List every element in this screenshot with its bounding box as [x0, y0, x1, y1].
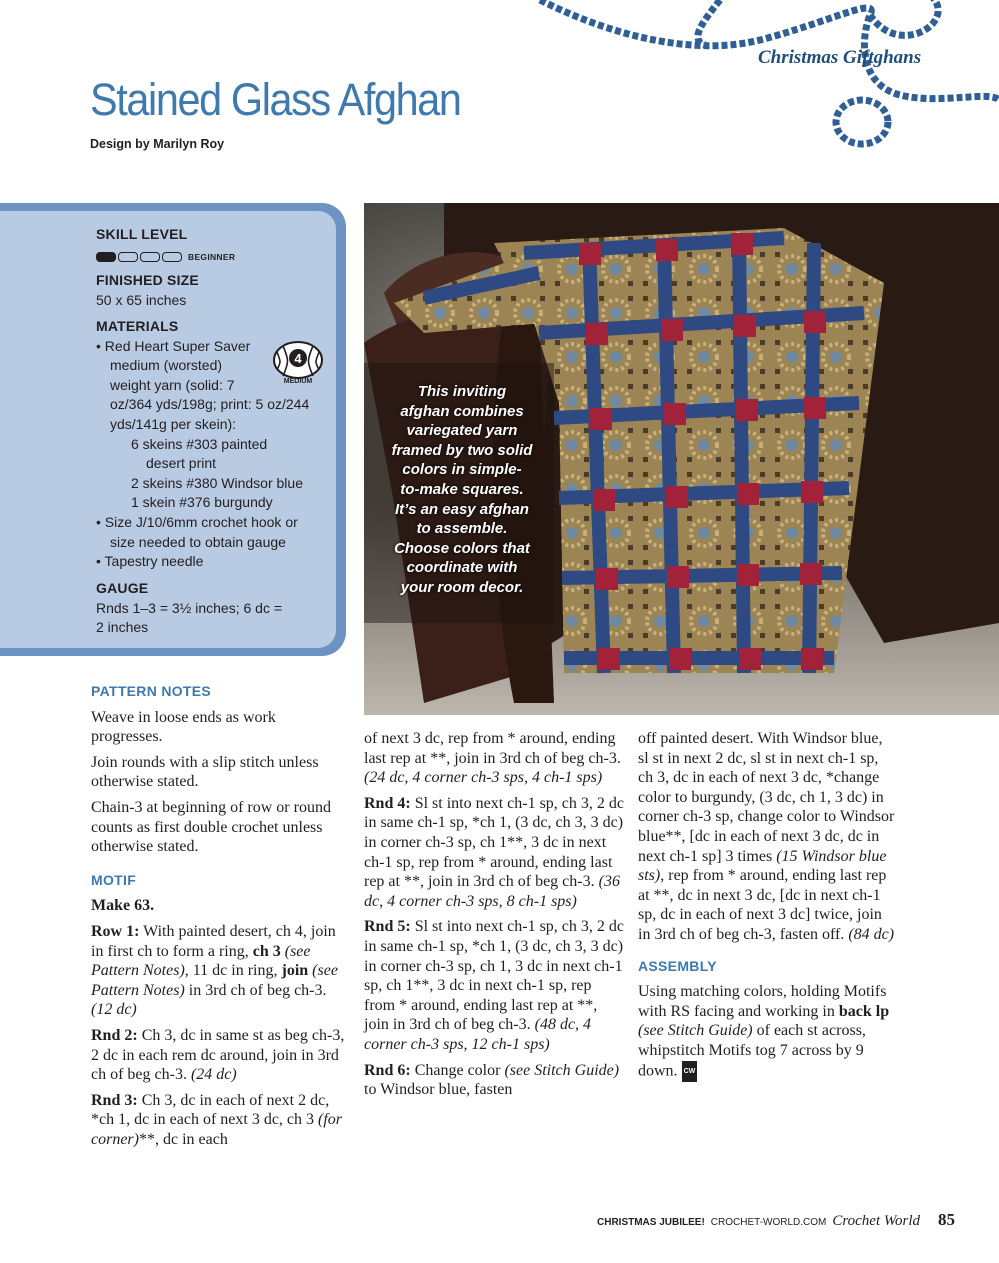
caption-line: This inviting: [417, 383, 507, 400]
material-line: 1 skein #376 burgundy: [131, 494, 273, 511]
yarn-weight-label: MEDIUM: [283, 378, 313, 385]
material-line: oz/364 yds/198g; print: 5 oz/244: [110, 396, 310, 413]
pattern-notes-heading: PATTERN NOTES: [91, 683, 212, 699]
instruction-rnd-6-cont: off painted desert. With Windsor blue, sl st in next 2 dc, sl st in next ch-1 sp, ch 3, dc in each of next 3 dc, *change color to burgundy, (3 dc, ch 1, 3 dc) in corner ch-3 sp, change color to Windsor blue**, [dc in each of next 3 dc, dc in next ch-1 sp] 3 times (15 Windsor blue sts), rep from * around, ending last rep at **, dc in next 3 dc, [dc in next ch-1 sp, dc in each of next 3 dc] twice, join in 3rd ch of beg ch-3, fasten off. (84 dc): [638, 730, 895, 943]
motif-heading: MOTIF: [91, 871, 137, 888]
finished-size-heading: FINISHED SIZE: [96, 272, 199, 288]
caption-line: your room decor.: [400, 578, 524, 596]
material-line: yds/141g per skein):: [110, 415, 237, 432]
instruction-rnd-2: Rnd 2: Ch 3, dc in same st as beg ch-3, 2 dc in each rem dc around, join in 3rd ch of beg ch-3. (24 dc): [91, 1026, 345, 1084]
gauge-block: [96, 579, 282, 638]
skill-bar-2: [118, 252, 138, 262]
column-1: [91, 676, 349, 1155]
instruction-rnd-5: Rnd 5: Sl st into next ch-1 sp, ch 3, 2 dc in same ch-1 sp, *ch 1, (3 dc, ch 3, 3 dc) in corner ch-3 sp, ch 1, 3 dc in next ch-1 sp, ch 1**, 3 dc in next ch-1 sp, rep from * around, ending last rep at **, join in 3rd ch of beg ch-3. (48 dc, 4 corner ch-3 sps, 12 ch-1 sps): [364, 918, 624, 1053]
instruction-row-1: Row 1: With painted desert, ch 4, join in first ch to form a ring, ch 3 (see Pattern Notes), 11 dc in ring, join (see Pattern Notes) in 3rd ch of beg ch-3. (12 dc): [91, 922, 338, 1019]
instruction-rnd-4: Rnd 4: Sl st into next ch-1 sp, ch 3, 2 dc in same ch-1 sp, *ch 1, (3 dc, ch 3, 3 dc) in corner ch-3 sp, ch 1**, 3 dc in next ch-1 sp, rep from * around, ending last rep at **, join in 3rd ch of beg ch-3. (36 dc, 4 corner ch-3 sps, 8 ch-1 sps): [364, 794, 624, 910]
page-number: 85: [938, 1210, 956, 1229]
yarn-weight-icon: [271, 340, 325, 386]
column-3: [638, 729, 896, 1088]
footer-site: CROCHET-WORLD.COM: [710, 1217, 827, 1228]
make-count: Make 63.: [91, 897, 155, 915]
material-line: 6 skeins #303 painted: [131, 435, 268, 452]
skill-level-block: [96, 225, 235, 267]
end-mark-icon: CW: [682, 1061, 698, 1083]
gauge-line: 2 inches: [96, 619, 149, 636]
material-line: size needed to obtain gauge: [110, 533, 286, 550]
instruction-rnd-6: Rnd 6: Change color (see Stitch Guide) to Windsor blue, fasten: [364, 1061, 620, 1099]
instruction-rnd-3-cont: of next 3 dc, rep from * around, ending last rep at **, join in 3rd ch of beg ch-3. (24 dc, 4 corner ch-3 sps, 4 ch-1 sps): [364, 730, 621, 787]
skill-level-heading: SKILL LEVEL: [96, 226, 188, 242]
designer-byline: Design by Marilyn Roy: [90, 137, 225, 151]
finished-size-block: [96, 271, 199, 310]
gauge-line: Rnds 1–3 = 3½ inches; 6 dc =: [96, 599, 283, 616]
skill-level-value: BEGINNER: [188, 251, 236, 262]
assembly-instructions: Using matching colors, holding Motifs with RS facing and working in back lp (see Stitch Guide) of each st across, whipstitch Motifs tog 7 across by 9 down. CW: [638, 982, 896, 1082]
caption-line: variegated yarn: [406, 422, 518, 440]
material-line: medium (worsted): [110, 357, 223, 374]
page-title: Stained Glass Afghan: [90, 74, 461, 125]
photo-caption: [378, 382, 546, 598]
finished-size-value: 50 x 65 inches: [96, 291, 187, 308]
section-tag: Christmas Giftghans: [758, 47, 922, 68]
assembly-heading: ASSEMBLY: [638, 957, 717, 974]
material-line: desert print: [146, 455, 217, 472]
materials-heading: MATERIALS: [96, 318, 179, 334]
caption-line: framed by two solid: [391, 441, 533, 459]
skill-bar-3: [140, 252, 160, 262]
caption-line: coordinate with: [406, 559, 518, 577]
yarn-weight-number: 4: [294, 351, 302, 366]
material-line: 2 skeins #380 Windsor blue: [131, 474, 303, 491]
column-2: [364, 729, 624, 1106]
caption-line: to-make squares.: [400, 480, 524, 498]
caption-line: colors in simple-: [402, 461, 522, 479]
page-footer: [597, 1210, 955, 1230]
skill-bar-4: [162, 252, 182, 262]
material-line: • Red Heart Super Saver: [96, 337, 251, 354]
pattern-note: Chain-3 at beginning of row or round counts as first double crochet unless otherwise stated.: [91, 798, 331, 856]
footer-magazine: Crochet World: [832, 1213, 921, 1229]
material-line: • Tapestry needle: [96, 553, 204, 570]
footer-issue: CHRISTMAS JUBILEE!: [597, 1217, 705, 1228]
material-line: weight yarn (solid: 7: [110, 376, 235, 393]
skill-bar-1: [96, 252, 116, 262]
caption-line: afghan combines: [400, 402, 524, 420]
instruction-rnd-3: Rnd 3: Ch 3, dc in each of next 2 dc, *ch 1, dc in each of next 3 dc, ch 3 (for corner)**, dc in each: [91, 1091, 343, 1148]
pattern-note: Weave in loose ends as work progresses.: [91, 708, 276, 746]
material-line: • Size J/10/6mm crochet hook or: [96, 513, 298, 530]
caption-line: It’s an easy afghan: [395, 500, 529, 518]
gauge-heading: GAUGE: [96, 580, 149, 596]
skill-level-meter: [96, 248, 235, 268]
pattern-note: Join rounds with a slip stitch unless otherwise stated.: [91, 753, 319, 791]
caption-line: Choose colors that: [394, 539, 530, 557]
caption-line: to assemble.: [416, 520, 508, 538]
